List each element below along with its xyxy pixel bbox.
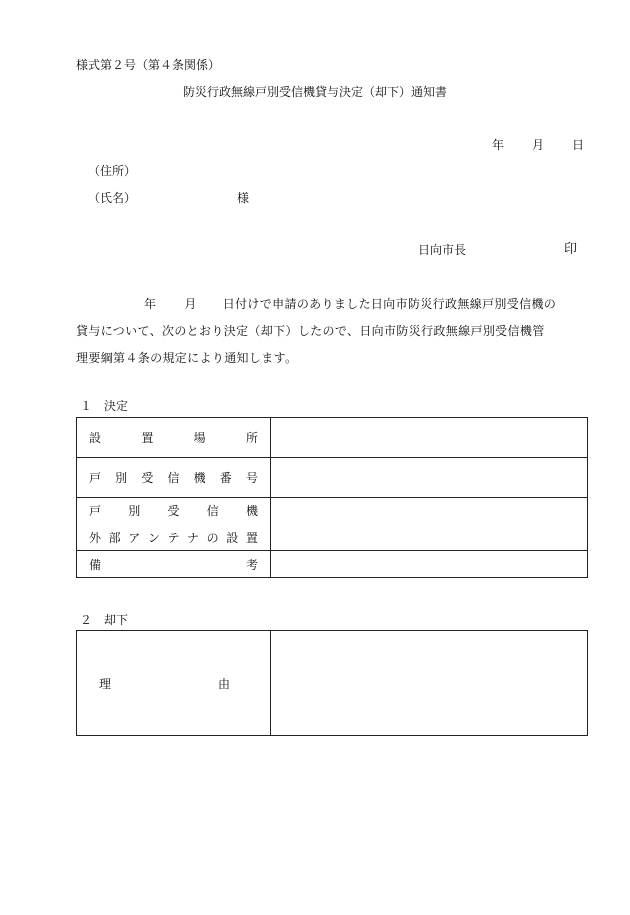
section-rejection-heading: ２ 却下 — [80, 613, 129, 627]
label-char: 受 — [167, 504, 180, 518]
table-row — [77, 498, 588, 551]
form-number: 様式第２号（第４条関係） — [76, 58, 221, 72]
table-row — [77, 631, 588, 736]
value-remarks[interactable] — [271, 551, 588, 578]
label-char: 別 — [115, 471, 128, 485]
date-year: 年 — [491, 138, 504, 152]
label-char: 機 — [193, 471, 206, 485]
label-external-antenna — [77, 498, 271, 551]
label-char: テ — [167, 531, 180, 545]
seal-mark: 印 — [564, 242, 578, 257]
issuer-title: 日向市長 — [418, 243, 467, 257]
decision-table — [76, 417, 588, 578]
body-month: 月 — [184, 297, 197, 311]
date-month: 月 — [531, 138, 544, 152]
label-char: 由 — [217, 676, 230, 691]
label-char: 所 — [245, 431, 258, 445]
label-char: 別 — [128, 504, 141, 518]
label-char: 戸 — [89, 471, 102, 485]
address-label: （住所） — [88, 164, 137, 178]
label-char: 外 — [89, 531, 102, 545]
label-reason — [77, 631, 271, 736]
body-line-3: 理要綱第４条の規定により通知します。 — [76, 351, 298, 365]
label-char: 部 — [108, 531, 121, 545]
label-char: 置 — [141, 431, 154, 445]
date-day: 日 — [571, 138, 584, 152]
label-char: の — [206, 531, 219, 545]
label-char: 場 — [193, 431, 206, 445]
label-char: 理 — [99, 676, 112, 691]
rejection-table — [76, 630, 588, 736]
body-line-2: 貸与について、次のとおり決定（却下）したので、日向市防災行政無線戸別受信機管 — [76, 324, 545, 338]
value-reason[interactable] — [271, 631, 588, 736]
label-char: 戸 — [89, 504, 102, 518]
label-char: 信 — [206, 504, 219, 518]
label-char: 設 — [226, 531, 239, 545]
table-row — [77, 458, 588, 498]
value-external-antenna[interactable] — [271, 498, 588, 551]
label-char: 番 — [219, 471, 232, 485]
issue-date — [492, 136, 584, 153]
label-char: 信 — [167, 471, 180, 485]
label-char: 考 — [245, 557, 258, 572]
label-remarks — [77, 551, 271, 578]
label-char: ン — [147, 531, 160, 545]
honorific: 様 — [237, 191, 250, 205]
value-installation-location[interactable] — [271, 418, 588, 458]
body-line-1 — [76, 291, 588, 318]
label-installation-location — [77, 418, 271, 458]
body-line-1-rest: 日付けで申請のありました日向市防災行政無線戸別受信機の — [222, 297, 557, 311]
label-char: 受 — [141, 471, 154, 485]
value-receiver-number[interactable] — [271, 458, 588, 498]
body-text — [76, 291, 588, 372]
name-label: （氏名） — [88, 191, 137, 205]
label-char: 備 — [89, 557, 102, 572]
document-title: 防災行政無線戸別受信機貸与決定（却下）通知書 — [182, 85, 447, 99]
label-char: ア — [128, 531, 141, 545]
label-char: ナ — [187, 531, 200, 545]
label-char: 号 — [245, 471, 258, 485]
section-decision-heading: １ 決定 — [80, 399, 129, 413]
table-row — [77, 551, 588, 578]
label-char: 置 — [245, 531, 258, 545]
label-char: 機 — [245, 504, 258, 518]
body-year: 年 — [144, 297, 157, 311]
label-char: 設 — [89, 431, 102, 445]
table-row — [77, 418, 588, 458]
label-receiver-number — [77, 458, 271, 498]
